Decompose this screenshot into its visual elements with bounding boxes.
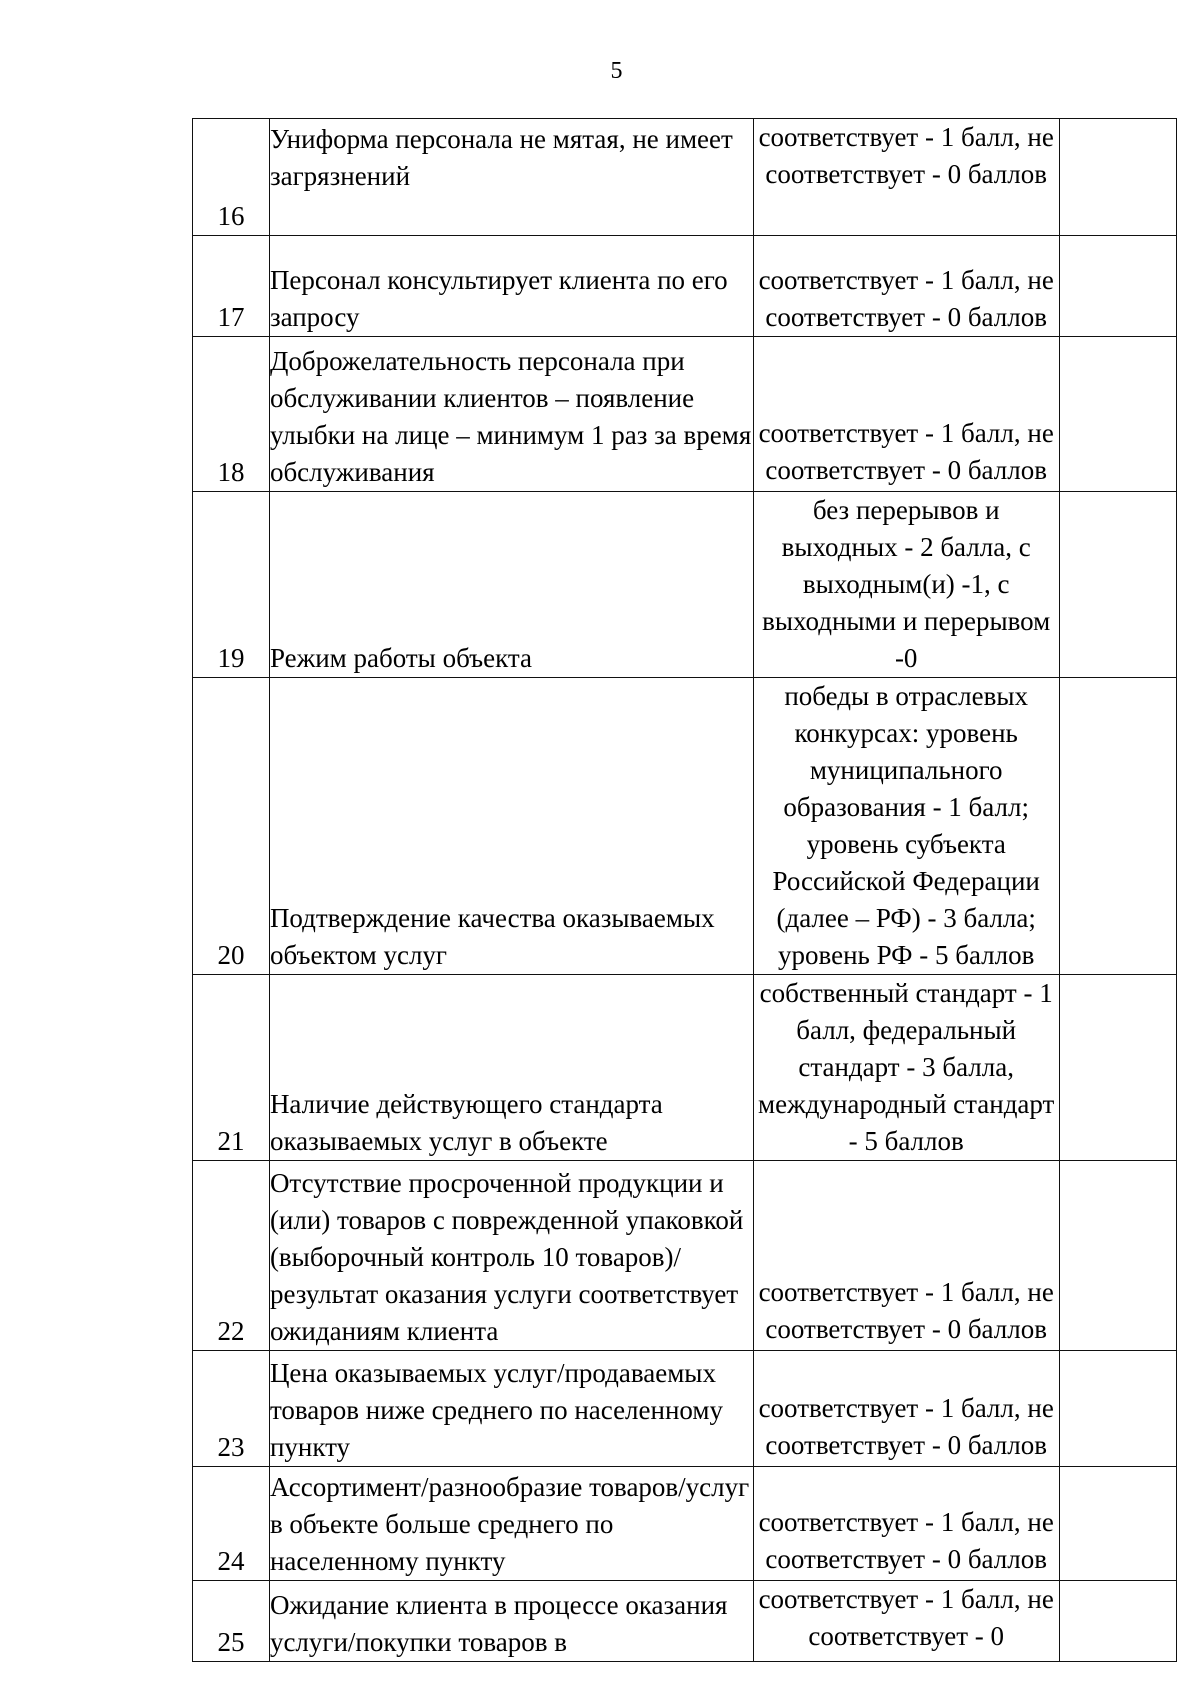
score-cell-empty [1059, 492, 1176, 678]
row-number: 18 [193, 337, 270, 492]
criterion-name: Персонал консультирует клиента по его запросу [269, 236, 753, 337]
criterion-name: Доброжелательность персонала при обслуживании клиентов – появление улыбки на лице – минимум 1 раз за время обслуживания [269, 337, 753, 492]
table-row [193, 492, 1177, 678]
table-row [193, 678, 1177, 975]
score-cell-empty [1059, 1581, 1176, 1662]
row-number: 23 [193, 1351, 270, 1467]
criterion-name: Униформа персонала не мятая, не имеет загрязнений [269, 119, 753, 236]
table-row [193, 337, 1177, 492]
score-cell-empty [1059, 337, 1176, 492]
row-number: 20 [193, 678, 270, 975]
criterion-name: Наличие действующего стандарта оказываемых услуг в объекте [269, 975, 753, 1161]
table-row [193, 236, 1177, 337]
row-number: 16 [193, 119, 270, 236]
row-number: 21 [193, 975, 270, 1161]
score-rule: соответствует - 1 балл, не соответствует - 0 баллов [753, 1161, 1059, 1351]
row-number: 22 [193, 1161, 270, 1351]
score-cell-empty [1059, 678, 1176, 975]
criterion-name: Цена оказываемых услуг/продаваемых товаров ниже среднего по населенному пункту [269, 1351, 753, 1467]
row-number: 24 [193, 1467, 270, 1581]
score-cell-empty [1059, 1467, 1176, 1581]
score-rule: соответствует - 1 балл, не соответствует - 0 баллов [753, 119, 1059, 236]
score-cell-empty [1059, 1161, 1176, 1351]
table-row [193, 1161, 1177, 1351]
score-cell-empty [1059, 236, 1176, 337]
score-rule: собственный стандарт - 1 балл, федеральный стандарт - 3 балла, международный стандарт - 5 баллов [753, 975, 1059, 1161]
criterion-name: Подтверждение качества оказываемых объектом услуг [269, 678, 753, 975]
row-number: 17 [193, 236, 270, 337]
table-row [193, 1581, 1177, 1662]
score-cell-empty [1059, 119, 1176, 236]
score-rule: соответствует - 1 балл, не соответствует - 0 [753, 1581, 1059, 1662]
criterion-name: Ожидание клиента в процессе оказания услуги/покупки товаров в [269, 1581, 753, 1662]
score-rule: соответствует - 1 балл, не соответствует - 0 баллов [753, 337, 1059, 492]
score-cell-empty [1059, 975, 1176, 1161]
table-row [193, 1467, 1177, 1581]
row-number: 19 [193, 492, 270, 678]
criterion-name: Ассортимент/разнообразие товаров/услуг в объекте больше среднего по населенному пункту [269, 1467, 753, 1581]
table-row [193, 119, 1177, 236]
table-row [193, 1351, 1177, 1467]
score-rule: победы в отраслевых конкурсах: уровень муниципального образования - 1 балл; уровень субъекта Российской Федерации (далее – РФ) - 3 балла; уровень РФ - 5 баллов [753, 678, 1059, 975]
criteria-table [192, 118, 1177, 1662]
row-number: 25 [193, 1581, 270, 1662]
score-rule: соответствует - 1 балл, не соответствует - 0 баллов [753, 236, 1059, 337]
table-row [193, 975, 1177, 1161]
score-cell-empty [1059, 1351, 1176, 1467]
score-rule: соответствует - 1 балл, не соответствует - 0 баллов [753, 1351, 1059, 1467]
criterion-name: Отсутствие просроченной продукции и (или) товаров с поврежденной упаковкой (выборочный контроль 10 товаров)/ результат оказания услуги соответствует ожиданиям клиента [269, 1161, 753, 1351]
score-rule: соответствует - 1 балл, не соответствует - 0 баллов [753, 1467, 1059, 1581]
score-rule: без перерывов и выходных - 2 балла, с выходным(и) -1, с выходными и перерывом -0 [753, 492, 1059, 678]
page-number: 5 [610, 58, 623, 84]
criterion-name: Режим работы объекта [269, 492, 753, 678]
